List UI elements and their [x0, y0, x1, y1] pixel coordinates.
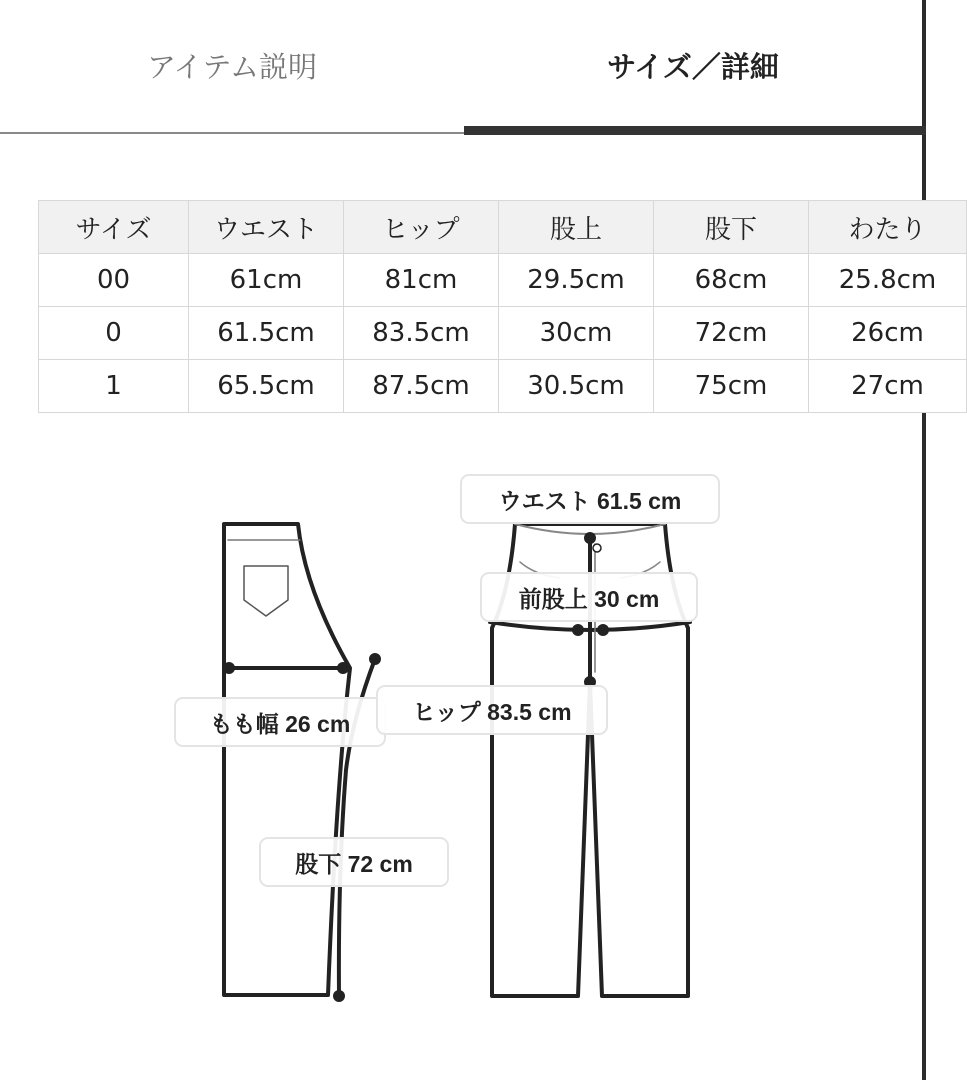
- cell-thigh: 27cm: [809, 360, 967, 413]
- cell-hip: 87.5cm: [344, 360, 499, 413]
- cell-inseam: 72cm: [654, 307, 809, 360]
- cell-hip: 83.5cm: [344, 307, 499, 360]
- thigh-label: もも幅 26 cm: [174, 697, 386, 747]
- table-row: [39, 254, 967, 307]
- cell-inseam: 75cm: [654, 360, 809, 413]
- tab-item-description[interactable]: アイテム説明: [147, 49, 317, 84]
- header-thigh: わたり: [809, 201, 967, 254]
- inseam-label: 股下 72 cm: [259, 837, 449, 887]
- cell-rise: 30.5cm: [499, 360, 654, 413]
- inseam-point-bottom: [333, 990, 345, 1002]
- header-inseam: 股下: [654, 201, 809, 254]
- measurement-diagram: [0, 440, 926, 1080]
- hip-point-left: [572, 624, 584, 636]
- inseam-point-top: [369, 653, 381, 665]
- tab-divider: [0, 132, 464, 134]
- cell-thigh: 26cm: [809, 307, 967, 360]
- side-view-outline: [224, 524, 350, 995]
- cell-waist: 61cm: [189, 254, 344, 307]
- waist-label: ウエスト 61.5 cm: [460, 474, 720, 524]
- front-rise-label: 前股上 30 cm: [480, 572, 698, 622]
- size-table: [38, 200, 967, 413]
- cell-size: 0: [39, 307, 189, 360]
- cell-inseam: 68cm: [654, 254, 809, 307]
- header-rise: 股上: [499, 201, 654, 254]
- size-table-scroll[interactable]: [38, 200, 937, 414]
- cell-hip: 81cm: [344, 254, 499, 307]
- cell-rise: 29.5cm: [499, 254, 654, 307]
- cell-rise: 30cm: [499, 307, 654, 360]
- cell-waist: 65.5cm: [189, 360, 344, 413]
- cell-size: 00: [39, 254, 189, 307]
- cell-size: 1: [39, 360, 189, 413]
- header-hip: ヒップ: [344, 201, 499, 254]
- hip-label: ヒップ 83.5 cm: [376, 685, 608, 735]
- thigh-point-left: [223, 662, 235, 674]
- thigh-point-right: [337, 662, 349, 674]
- cell-waist: 61.5cm: [189, 307, 344, 360]
- tab-size-details[interactable]: サイズ／詳細: [607, 49, 779, 84]
- back-pocket: [244, 566, 288, 616]
- active-tab-indicator: [464, 126, 926, 135]
- table-header-row: [39, 201, 967, 254]
- cell-thigh: 25.8cm: [809, 254, 967, 307]
- table-row: [39, 307, 967, 360]
- hip-point-right: [597, 624, 609, 636]
- header-waist: ウエスト: [189, 201, 344, 254]
- header-size: サイズ: [39, 201, 189, 254]
- detail-tabs: [0, 0, 922, 136]
- pants-illustration: [0, 440, 926, 1080]
- rise-point-top: [584, 532, 596, 544]
- button-icon: [593, 544, 601, 552]
- table-row: [39, 360, 967, 413]
